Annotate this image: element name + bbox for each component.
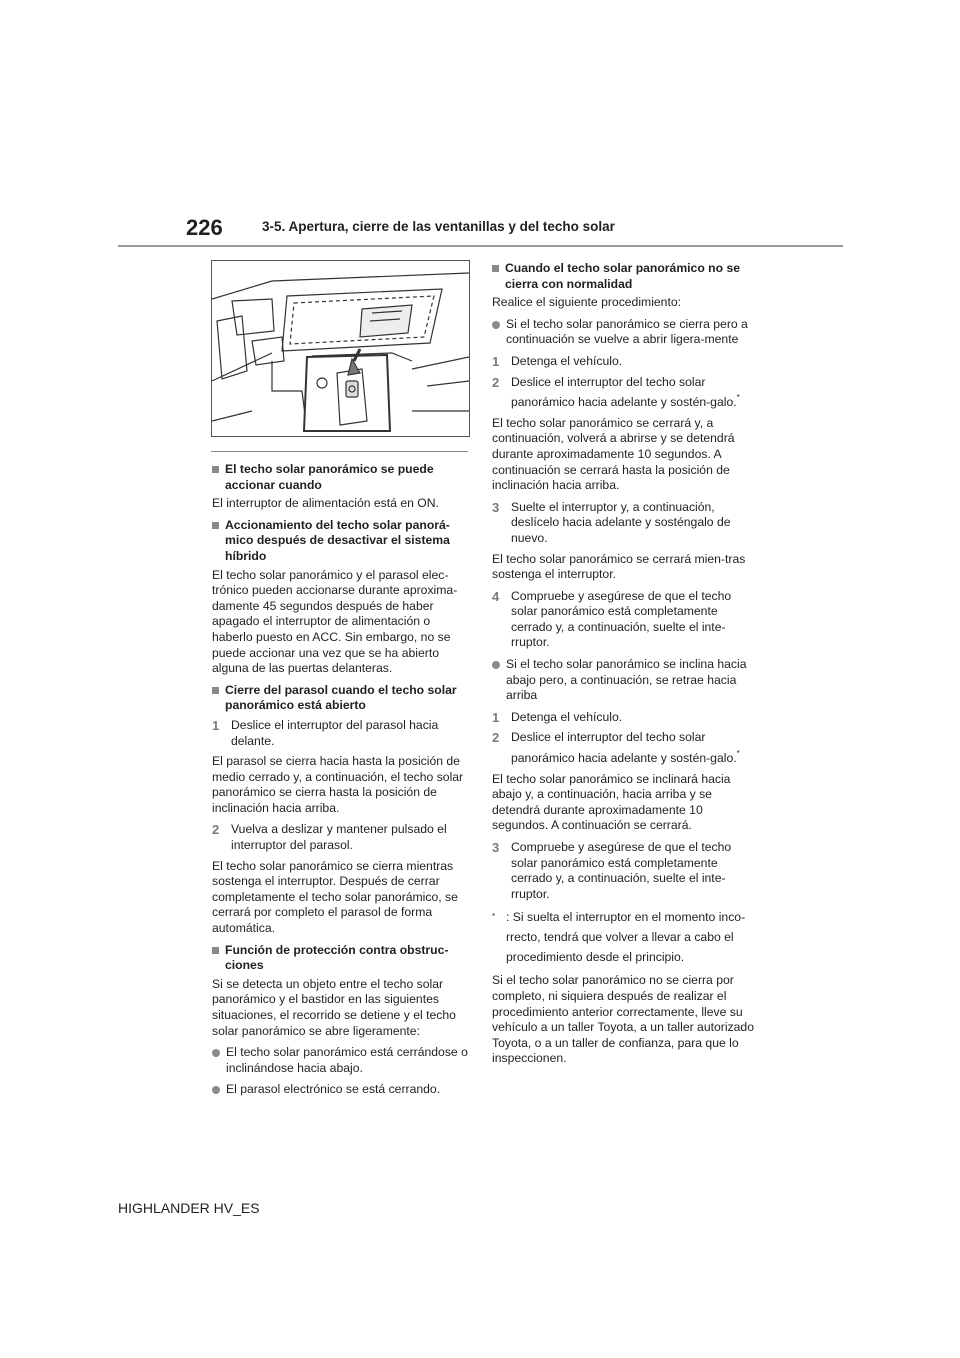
footnote: * : Si suelta el interruptor en el momento inco-rrecto, tendrá que volver a llevar a cabo el procedimiento desde el principio. — [492, 907, 754, 967]
bullet-item: Si el techo solar panorámico se inclina hacia abajo pero, a continuación, se retrae hacia arriba — [492, 657, 754, 704]
footnote-marker: * — [736, 749, 740, 759]
step: 2 Vuelva a deslizar y mantener pulsado el interruptor del parasol. — [212, 822, 447, 853]
figure-divider — [211, 451, 468, 452]
subheading: El techo solar panorámico se puede accionar cuando — [212, 462, 470, 493]
subheading: Accionamiento del techo solar panorá-mico después de desactivar el sistema híbrido — [212, 518, 470, 565]
subheading: Cierre del parasol cuando el techo solar panorámico está abierto — [212, 683, 470, 714]
bullet-item: El techo solar panorámico está cerrándose o inclinándose hacia abajo. — [212, 1045, 470, 1076]
paragraph: El interruptor de alimentación está en ON. — [212, 496, 439, 511]
step: 2 Deslice el interruptor del techo solar panorámico hacia adelante y sostén-galo.* — [492, 730, 740, 766]
paragraph: El techo solar panorámico se cerrará y, a continuación, volverá a abrirse y se detendrá durante aproximadamente 10 segundos. A continuación se cerrará hasta la posición de inclinación hacia arriba. — [492, 415, 735, 493]
circle-bullet-icon — [212, 1049, 220, 1057]
step: 1 Deslice el interruptor del parasol hacia delante. — [212, 717, 439, 748]
sunroof-switch-illustration — [211, 260, 470, 437]
paragraph: El techo solar panorámico se inclinará hacia abajo y, a continuación, hacia arriba y se detendrá durante aproximadamente 10 segundos. A continuación se cerrará. — [492, 771, 731, 833]
paragraph: El techo solar panorámico se cierra mientras sostenga el interruptor. Después de cerrar completamente el techo solar panorámico, se cerrará por completo el parasol de forma automática. — [212, 858, 458, 936]
bullet-item: El parasol electrónico se está cerrando. — [212, 1082, 470, 1098]
step: 3 Suelte el interruptor y, a continuación, deslícelo hacia adelante y sosténgalo de nuevo. — [492, 499, 731, 545]
paragraph: El techo solar panorámico y el parasol elec-trónico pueden accionarse durante aproxima-damente 45 segundos después de haber apagado el interruptor de alimentación o haberlo puesto en ACC. Sin embargo, no se puede accionar una vez que se ha abierto alguna de las puertas delanteras. — [212, 567, 458, 676]
circle-bullet-icon — [212, 1086, 220, 1094]
step: 1 Detenga el vehículo. — [492, 709, 623, 725]
footnote-marker: * — [492, 912, 496, 922]
model-footer: HIGHLANDER HV_ES — [118, 1200, 260, 1216]
circle-bullet-icon — [492, 321, 500, 329]
step: 3 Compruebe y asegúrese de que el techo solar panorámico está completamente cerrado y, a continuación, suelte el inte-rruptor. — [492, 840, 732, 901]
subheading: Función de protección contra obstruc-ciones — [212, 943, 470, 974]
header-divider — [118, 245, 843, 247]
step: 1 Detenga el vehículo. — [492, 353, 623, 369]
page-number: 226 — [186, 215, 223, 240]
paragraph: Realice el siguiente procedimiento: — [492, 295, 682, 310]
subheading: Cuando el techo solar panorámico no se cierra con normalidad — [492, 261, 754, 292]
footnote-marker: * — [736, 393, 740, 403]
square-bullet-icon — [212, 522, 219, 529]
sunroof-switch-illustration-icon — [212, 261, 469, 436]
section-title: 3-5. Apertura, cierre de las ventanillas y del techo solar — [262, 219, 615, 234]
square-bullet-icon — [212, 687, 219, 694]
step: 2 Deslice el interruptor del techo solar panorámico hacia adelante y sostén-galo.* — [492, 374, 740, 410]
page-header — [0, 0, 960, 250]
paragraph: El techo solar panorámico se cerrará mien-tras sostenga el interruptor. — [492, 551, 746, 582]
square-bullet-icon — [212, 466, 219, 473]
right-column — [492, 255, 754, 1073]
left-column — [212, 456, 470, 1104]
step: 4 Compruebe y asegúrese de que el techo solar panorámico está completamente cerrado y, a continuación, suelte el inte-rruptor. — [492, 588, 732, 650]
bullet-item: Si el techo solar panorámico se cierra pero a continuación se vuelve a abrir ligera-mente — [492, 317, 754, 348]
paragraph: El parasol se cierra hacia hasta la posición de medio cerrado y, a continuación, el techo solar panorámico se cierra hasta la posición de inclinación hacia arriba. — [212, 754, 464, 815]
square-bullet-icon — [492, 265, 499, 272]
circle-bullet-icon — [492, 661, 500, 669]
paragraph: Si el techo solar panorámico no se cierra por completo, ni siquiera después de realizar el procedimiento anterior correctamente, lleve su vehículo a un taller Toyota, a un taller autorizado Toyota, o a un taller de confianza, para que lo inspeccionen. — [492, 973, 754, 1066]
paragraph: Si se detecta un objeto entre el techo solar panorámico y el bastidor en las siguientes situaciones, el recorrido se detiene y el techo solar panorámico se abre ligeramente: — [212, 976, 456, 1038]
square-bullet-icon — [212, 947, 219, 954]
